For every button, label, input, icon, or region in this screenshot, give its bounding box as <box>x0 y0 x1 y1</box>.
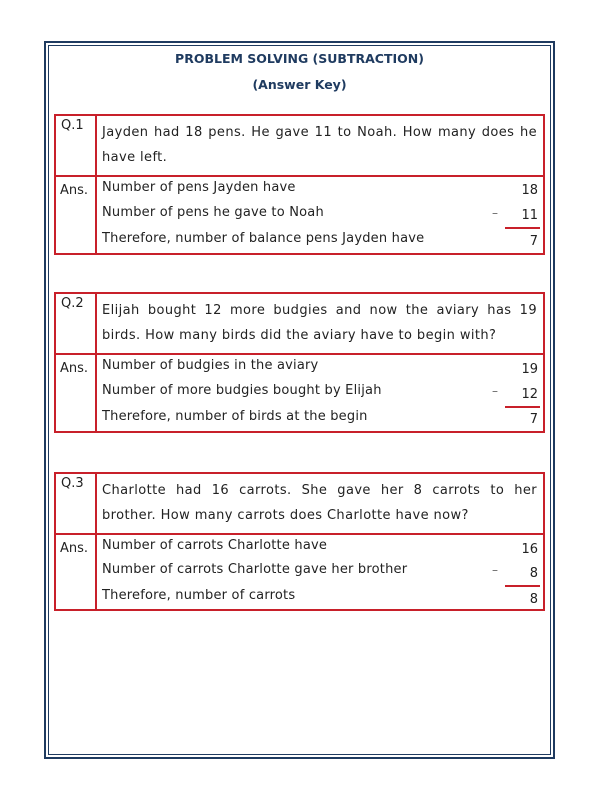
answer-3-line-3: Therefore, number of carrots <box>102 588 296 603</box>
answer-2-subtrahend: 12 <box>521 387 538 402</box>
question-2-label: Q.2 <box>61 296 84 311</box>
answer-3-line-1: Number of carrots Charlotte have <box>102 538 328 553</box>
question-2-box <box>54 292 545 355</box>
answer-2-label: Ans. <box>60 361 89 376</box>
answer-3-subtrahend: 8 <box>529 566 538 581</box>
question-3-label-cell <box>56 474 97 533</box>
answer-1-line-1: Number of pens Jayden have <box>102 180 296 195</box>
answer-1-result: 7 <box>529 234 538 249</box>
answer-1-line-2: Number of pens he gave to Noah <box>102 205 324 220</box>
answer-2-minuend: 19 <box>521 362 538 377</box>
question-3-text: Charlotte had 16 carrots. She gave her 8 carrots to her brother. How many carrots does Charlotte have now? <box>102 483 537 523</box>
answer-2-line-3: Therefore, number of birds at the begin <box>102 409 368 424</box>
answer-1-label: Ans. <box>60 183 89 198</box>
question-2-label-cell <box>56 294 97 353</box>
question-1-text: Jayden had 18 pens. He gave 11 to Noah. How many does he have left. <box>102 125 537 165</box>
answer-2-box <box>54 353 545 433</box>
answer-3-sum-rule <box>505 585 540 587</box>
answer-1-label-cell <box>56 177 97 253</box>
answer-3-result: 8 <box>529 592 538 607</box>
question-2-text: Elijah bought 12 more budgies and now the aviary has 19 birds. How many birds did the aviary have to begin with? <box>102 303 537 343</box>
question-3-label: Q.3 <box>61 476 84 491</box>
answer-3-minus-sign: – <box>492 563 498 577</box>
answer-3-box <box>54 533 545 611</box>
answer-3-label-cell <box>56 535 97 609</box>
answer-3-minuend: 16 <box>521 542 538 557</box>
worksheet-title: PROBLEM SOLVING (SUBTRACTION) <box>175 51 424 66</box>
answer-2-line-2: Number of more budgies bought by Elijah <box>102 383 382 398</box>
answer-3-label: Ans. <box>60 541 89 556</box>
question-1-label-cell <box>56 116 97 175</box>
answer-1-line-3: Therefore, number of balance pens Jayden have <box>102 231 425 246</box>
worksheet-subtitle: (Answer Key) <box>252 77 347 92</box>
answer-2-minus-sign: – <box>492 384 498 398</box>
answer-2-sum-rule <box>505 406 540 408</box>
question-1-box <box>54 114 545 177</box>
answer-3-line-2: Number of carrots Charlotte gave her brother <box>102 562 408 577</box>
question-1-label: Q.1 <box>61 118 84 133</box>
answer-1-minus-sign: – <box>492 206 498 220</box>
answer-2-line-1: Number of budgies in the aviary <box>102 358 319 373</box>
answer-2-result: 7 <box>529 412 538 427</box>
answer-1-subtrahend: 11 <box>521 208 538 223</box>
answer-1-minuend: 18 <box>521 183 538 198</box>
answer-1-sum-rule <box>505 227 540 229</box>
answer-1-box <box>54 175 545 255</box>
question-3-box <box>54 472 545 535</box>
answer-2-label-cell <box>56 355 97 431</box>
